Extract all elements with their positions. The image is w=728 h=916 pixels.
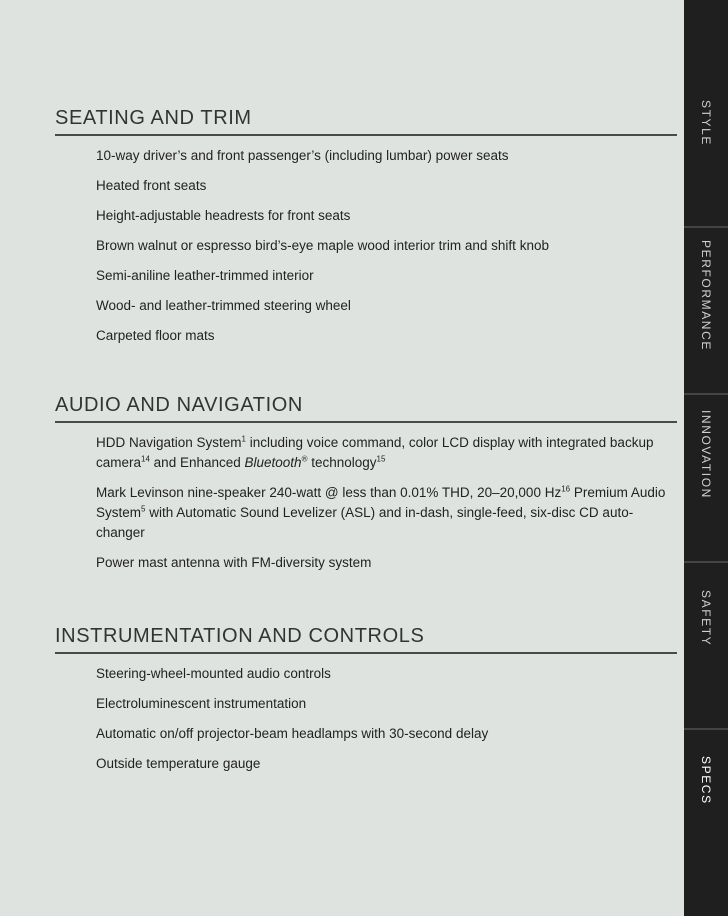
list-item: Heated front seats (96, 178, 207, 193)
section-heading: INSTRUMENTATION AND CONTROLS (55, 625, 677, 654)
tab-divider (684, 728, 728, 730)
tab-performance[interactable]: PERFORMANCE (699, 240, 713, 351)
list-item (96, 433, 677, 473)
item-text: Premium Audio System (96, 485, 666, 520)
tab-specs[interactable]: SPECS (699, 756, 713, 805)
list-item: 10-way driver’s and front passenger’s (including lumbar) power seats (96, 148, 509, 163)
list-item (96, 483, 677, 543)
item-text: including voice command, color LCD display with integrated backup camera (96, 435, 654, 470)
footnote-marker: 5 (141, 504, 146, 514)
feature-list (55, 664, 677, 774)
footnote-marker: 15 (376, 454, 386, 464)
item-text: and Enhanced (149, 455, 245, 470)
list-item: Steering-wheel-mounted audio controls (96, 666, 331, 681)
item-text: Mark Levinson nine-speaker 240-watt @ less than 0.01% THD, 20–20,000 Hz (96, 485, 562, 500)
list-item: Outside temperature gauge (96, 756, 261, 771)
section-heading: SEATING AND TRIM (55, 107, 677, 136)
instrumentation-and-controls-section (55, 625, 677, 774)
section-heading: AUDIO AND NAVIGATION (55, 394, 677, 423)
tab-safety[interactable]: SAFETY (699, 590, 713, 647)
tab-divider (684, 561, 728, 563)
footnote-marker: 1 (241, 434, 246, 444)
item-text: technology (307, 455, 377, 470)
list-item: Brown walnut or espresso bird’s-eye maple wood interior trim and shift knob (96, 238, 549, 253)
feature-list (55, 146, 677, 346)
list-item: Semi-aniline leather-trimmed interior (96, 268, 314, 283)
footnote-marker: 16 (561, 484, 571, 494)
audio-and-navigation-section (55, 394, 677, 573)
tab-innovation[interactable]: INNOVATION (699, 410, 713, 499)
footnote-marker: 14 (141, 454, 150, 464)
list-item: Wood- and leather-trimmed steering wheel (96, 298, 351, 313)
item-text: HDD Navigation System (96, 435, 242, 450)
tab-divider (684, 226, 728, 228)
feature-list (55, 433, 677, 573)
item-text: with Automatic Sound Levelizer (ASL) and in-dash, single-feed, six-disc CD auto-changer (96, 505, 634, 540)
list-item: Automatic on/off projector-beam headlamps with 30-second delay (96, 726, 489, 741)
tab-divider (684, 393, 728, 395)
list-item: Height-adjustable headrests for front seats (96, 208, 351, 223)
tab-style[interactable]: STYLE (699, 100, 713, 147)
list-item: Carpeted floor mats (96, 328, 215, 343)
registered-mark: ® (301, 454, 308, 464)
list-item: Electroluminescent instrumentation (96, 696, 307, 711)
item-text: Bluetooth (244, 455, 302, 470)
seating-and-trim-section (55, 107, 677, 346)
list-item: Power mast antenna with FM-diversity system (96, 555, 372, 570)
section-tab-bar (684, 0, 728, 916)
